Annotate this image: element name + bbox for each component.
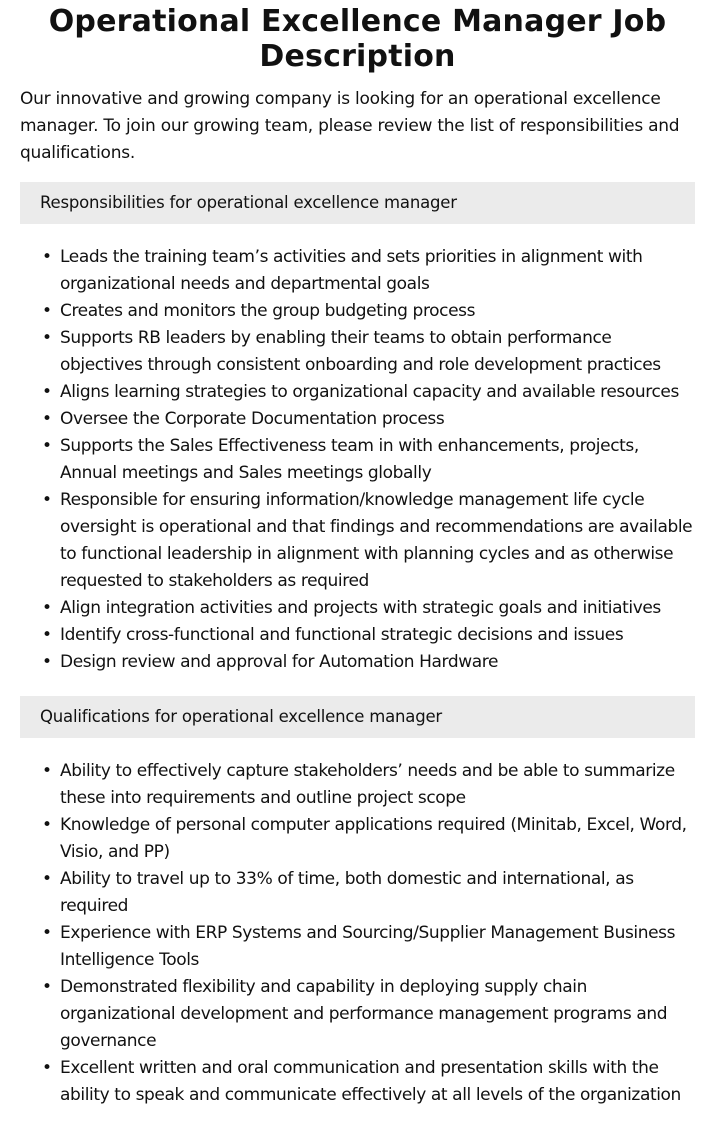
- bullet-icon: •: [42, 328, 52, 348]
- list-item: [42, 866, 695, 920]
- list-item: [42, 325, 695, 379]
- list-item-text: Ability to effectively capture stakeholders’ needs and be able to summarize these into requirements and outline project scope: [60, 761, 675, 808]
- list-item-text: Align integration activities and projects with strategic goals and initiatives: [60, 598, 661, 618]
- list-item-text: Oversee the Corporate Documentation process: [60, 409, 445, 429]
- bullet-icon: •: [42, 977, 52, 997]
- bullet-icon: •: [42, 598, 52, 618]
- list-item-text: Excellent written and oral communication and presentation skills with the ability to speak and communicate effectively at all levels of the organization: [60, 1058, 681, 1105]
- list-item: [42, 379, 695, 406]
- list-item-text: Supports RB leaders by enabling their teams to obtain performance objectives through consistent onboarding and role development practices: [60, 328, 661, 375]
- list-item: [42, 1055, 695, 1109]
- list-item: [42, 595, 695, 622]
- bullet-icon: •: [42, 436, 52, 456]
- list-item: [42, 758, 695, 812]
- list-item: [42, 812, 695, 866]
- bullet-icon: •: [42, 869, 52, 889]
- bullet-icon: •: [42, 761, 52, 781]
- list-item: [42, 622, 695, 649]
- intro-paragraph: Our innovative and growing company is looking for an operational excellence manager. To join our growing team, please review the list of responsibilities and qualifications.: [20, 89, 680, 163]
- responsibilities-list: [20, 244, 695, 676]
- bullet-icon: •: [42, 382, 52, 402]
- page-title: Operational Excellence Manager Job Description: [48, 4, 667, 74]
- list-item-text: Design review and approval for Automation Hardware: [60, 652, 499, 672]
- qualifications-heading: Qualifications for operational excellence manager: [20, 696, 695, 738]
- qualifications-list: [20, 758, 695, 1109]
- list-item-text: Knowledge of personal computer applications required (Minitab, Excel, Word, Visio, and PP): [60, 815, 687, 862]
- list-item-text: Supports the Sales Effectiveness team in with enhancements, projects, Annual meetings and Sales meetings globally: [60, 436, 639, 483]
- list-item-text: Responsible for ensuring information/knowledge management life cycle oversight is operational and that findings and recommendations are available to functional leadership in alignment with planning cycles and as otherwise requested to stakeholders as required: [60, 490, 693, 591]
- list-item-text: Aligns learning strategies to organizational capacity and available resources: [60, 382, 679, 402]
- bullet-icon: •: [42, 652, 52, 672]
- list-item: [42, 487, 695, 595]
- list-item: [42, 433, 695, 487]
- list-item: [42, 974, 695, 1055]
- list-item-text: Ability to travel up to 33% of time, both domestic and international, as required: [60, 869, 634, 916]
- list-item-text: Identify cross-functional and functional strategic decisions and issues: [60, 625, 624, 645]
- bullet-icon: •: [42, 247, 52, 267]
- list-item: [42, 649, 695, 676]
- bullet-icon: •: [42, 490, 52, 510]
- list-item: [42, 920, 695, 974]
- bullet-icon: •: [42, 1058, 52, 1078]
- list-item-text: Demonstrated flexibility and capability in deploying supply chain organizational development and performance management programs and governance: [60, 977, 668, 1051]
- bullet-icon: •: [42, 923, 52, 943]
- list-item: [42, 244, 695, 298]
- list-item: [42, 298, 695, 325]
- list-item-text: Experience with ERP Systems and Sourcing/Supplier Management Business Intelligence Tools: [60, 923, 676, 970]
- bullet-icon: •: [42, 301, 52, 321]
- bullet-icon: •: [42, 409, 52, 429]
- bullet-icon: •: [42, 625, 52, 645]
- responsibilities-heading: Responsibilities for operational excellence manager: [20, 182, 695, 224]
- list-item-text: Creates and monitors the group budgeting process: [60, 301, 476, 321]
- list-item-text: Leads the training team’s activities and sets priorities in alignment with organizational needs and departmental goals: [60, 247, 643, 294]
- job-description-page: [20, 0, 695, 1109]
- list-item: [42, 406, 695, 433]
- bullet-icon: •: [42, 815, 52, 835]
